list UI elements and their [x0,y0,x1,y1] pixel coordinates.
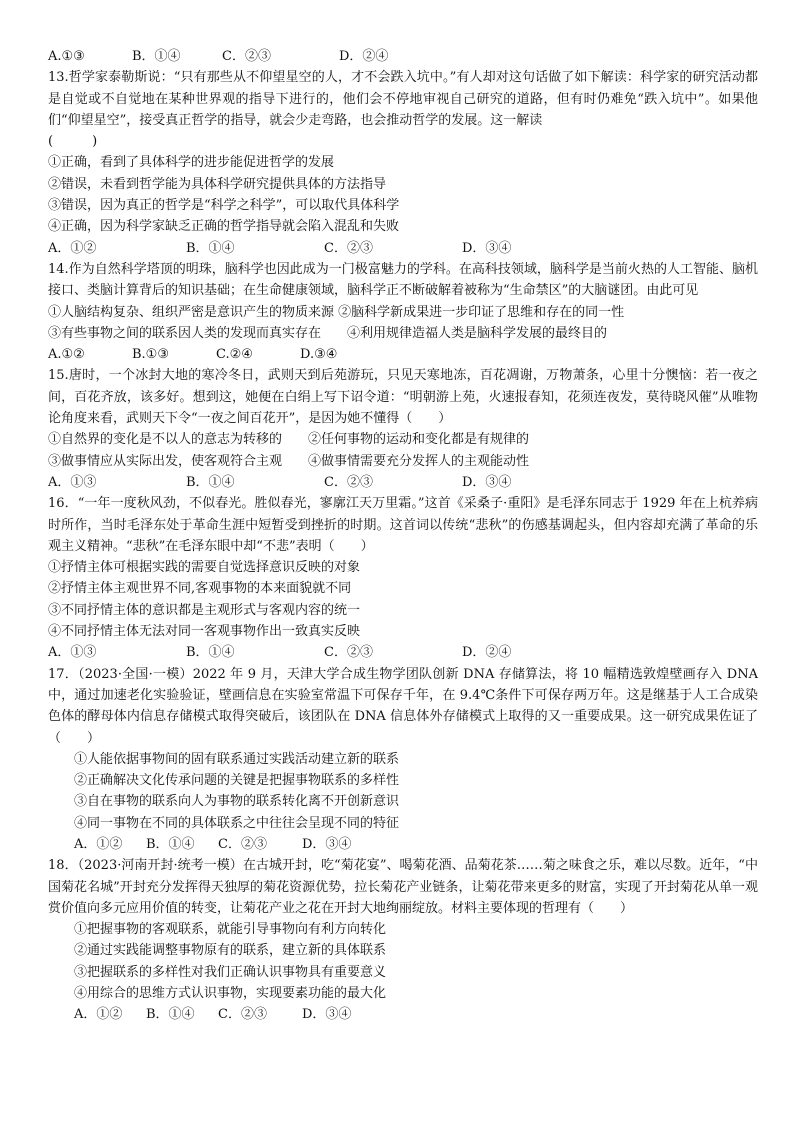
q14-item-row-2: ③有些事物之间的联系因人类的发现而真实存在 ④利用规律造福人类是脑科学发展的最终目的 [48,325,608,341]
q17-item-2: ②正确解决文化传承问题的关键是把握事物联系的多样性 [74,773,400,789]
q15-option-b: B．①④ [186,474,235,490]
q13-option-a: A．①② [48,240,97,256]
question-14 [48,259,758,365]
q16-stem: 16．“一年一度秋风劲，不似春光。胜似春光，寥廓江天万里霜。”这首《采桑子·重阳》是毛泽东同志于 1929 年在上杭养病时所作，当时毛泽东处于革命生涯中短暂受到挫折的时期。这首词以传统“悲秋”的伤感基调起头，但内容却充满了革命的乐观主义精神。“悲秋”在毛泽东眼中却“不悲”表明（ ） [48,496,758,554]
question-13 [48,67,758,259]
q16-option-b: B．①④ [186,645,235,661]
q18-item-3: ③把握联系的多样性对我们正确认识事物具有重要意义 [74,964,387,980]
question-18 [48,855,758,1025]
q17-option-c: C．②③ [218,836,267,852]
q14-option-a: A.①② [48,347,85,363]
q15-option-d: D．③④ [462,474,512,490]
q16-item-1: ①抒情主体可根据实践的需要自觉选择意识反映的对象 [48,560,361,576]
q13-stem: 13.哲学家泰勒斯说：“只有那些从不仰望星空的人，才不会跌入坑中。”有人却对这句话做了如下解读：科学家的研究活动都是自觉或不自觉地在某种世界观的指导下进行的，他们会不停地审视自己研究的道路，但有时仍难免“跌入坑中”。如果他们“仰望星空”，接受真正哲学的指导，就会少走弯路，也会推动哲学的发展。这一解读 [48,70,758,128]
q15-stem: 15.唐时，一个冰封大地的寒冷冬日，武则天到后苑游玩，只见天寒地冻，百花凋谢，万物萧条，心里十分懊恼：若一夜之间，百花齐放，该多好。想到这，她便在白绢上写下诏令道：“明朝游上苑，火速报春知，花须连夜发，莫待晓风催”从唯物论角度来看，武则天下令“一夜之间百花开”，是因为她不懂得（ ） [48,368,758,427]
q13-item-2: ②错误，未看到哲学能为具体科学研究提供具体的方法指导 [48,176,387,192]
q18-option-a: A．①② [74,1007,123,1023]
q18-options [48,1004,758,1025]
q12-option-c: C．②③ [222,49,271,64]
q15-option-a: A．①③ [48,474,97,490]
q18-option-d: D．③④ [302,1007,352,1023]
q14-option-c: C.②④ [216,347,253,363]
q13-item-4: ④正确，因为科学家缺乏正确的哲学指导就会陷入混乱和失败 [48,219,400,235]
q13-answer-paren: ( ) [48,134,98,150]
q15-item-row-2: ③做事情应从实际出发，使客观符合主观 ④做事情需要充分发挥人的主观能动性 [48,453,530,469]
q14-item-row-1: ①人脑结构复杂、组织严密是意识产生的物质来源 ②脑科学新成果进一步印证了思维和存在的同一性 [48,304,625,320]
q17-options [48,834,758,855]
q13-option-b: B．①④ [186,240,235,256]
q13-item-1: ①正确，看到了具体科学的进步能促进哲学的发展 [48,155,335,171]
q13-option-d: D．③④ [462,240,512,256]
q16-option-d: D．②④ [462,645,512,661]
q17-stem: 17．（2023·全国·一模）2022 年 9 月，天津大学合成生物学团队创新 DNA 存储算法，将 10 幅精选敦煌壁画存入 DNA 中，通过加速老化实验验证，壁画信息在实验室常温下可保存千年，在 9.4℃条件下可保存两万年。这是继基于人工合成染色体的酵母体内信息存储模式取得突破后，该团队在 DNA 信息体外存储模式上取得的又一重要成果。这一研究成果佐证了（ ） [48,666,758,746]
q12-options [48,46,758,67]
q12-option-b: B．①④ [132,49,181,64]
q17-item-4: ④同一事物在不同的具体联系之中往往会呈现不同的特征 [74,815,400,831]
q16-item-3: ③不同抒情主体的意识都是主观形式与客观内容的统一 [48,602,361,618]
q16-item-4: ④不同抒情主体无法对同一客观事物作出一致真实反映 [48,624,361,640]
q18-item-4: ④用综合的思维方式认识事物，实现要素功能的最大化 [74,986,387,1002]
q17-option-a: A．①② [74,836,123,852]
q17-item-1: ①人能依据事物间的固有联系通过实践活动建立新的联系 [74,751,400,767]
q12-option-a: A.①③ [48,49,85,64]
q15-option-c: C．②③ [324,474,373,490]
q17-item-3: ③自在事物的联系向人为事物的联系转化离不开创新意识 [74,794,400,810]
q17-option-b: B．①④ [146,836,195,852]
question-15 [48,365,758,493]
q14-options [48,344,758,365]
q12-option-d: D．②④ [339,49,389,64]
q14-option-b: B.①③ [132,347,169,363]
q17-option-d: D．③④ [302,836,352,852]
q18-option-c: C．②③ [218,1007,267,1023]
q18-option-b: B．①④ [146,1007,195,1023]
q13-item-3: ③错误，因为真正的哲学是“科学之科学”，可以取代具体科学 [48,198,400,214]
q16-item-2: ②抒情主体主观世界不同,客观事物的本来面貌就不同 [48,581,352,597]
q14-stem: 14.作为自然科学塔顶的明珠，脑科学也因此成为一门极富魅力的学科。在高科技领域，脑科学是当前火热的人工智能、脑机接口、类脑计算背后的知识基础；在生命健康领域，脑科学正不断破解着被称为“生命禁区”的大脑谜团。由此可见 [48,261,758,299]
q18-stem: 18．（2023·河南开封·统考一模）在古城开封，吃“菊花宴”、喝菊花酒、品菊花茶……菊之味食之乐，难以尽数。近年，“中国菊花名城”开封充分发挥得天独厚的菊花资源优势，拉长菊花产业链条，让菊花带来更多的财富，实现了开封菊花从单一观赏价值向多元应用价值的转变，让菊花产业之花在开封大地绚丽绽放。材料主要体现的哲理有（ ） [48,858,758,916]
q15-options [48,472,758,493]
q16-option-a: A．①③ [48,645,97,661]
question-17 [48,664,758,856]
exam-page [48,46,758,1026]
q14-option-d: D.③④ [300,347,338,363]
q16-options [48,642,758,663]
q15-item-row-1: ①自然界的变化是不以人的意志为转移的 ②任何事物的运动和变化都是有规律的 [48,432,530,448]
q18-item-1: ①把握事物的客观联系，就能引导事物向有利方向转化 [74,922,387,938]
q16-option-c: C．②③ [324,645,373,661]
q13-option-c: C．②③ [324,240,373,256]
q13-options [48,238,758,259]
q18-item-2: ②通过实践能调整事物原有的联系，建立新的具体联系 [74,943,387,959]
question-16 [48,493,758,663]
